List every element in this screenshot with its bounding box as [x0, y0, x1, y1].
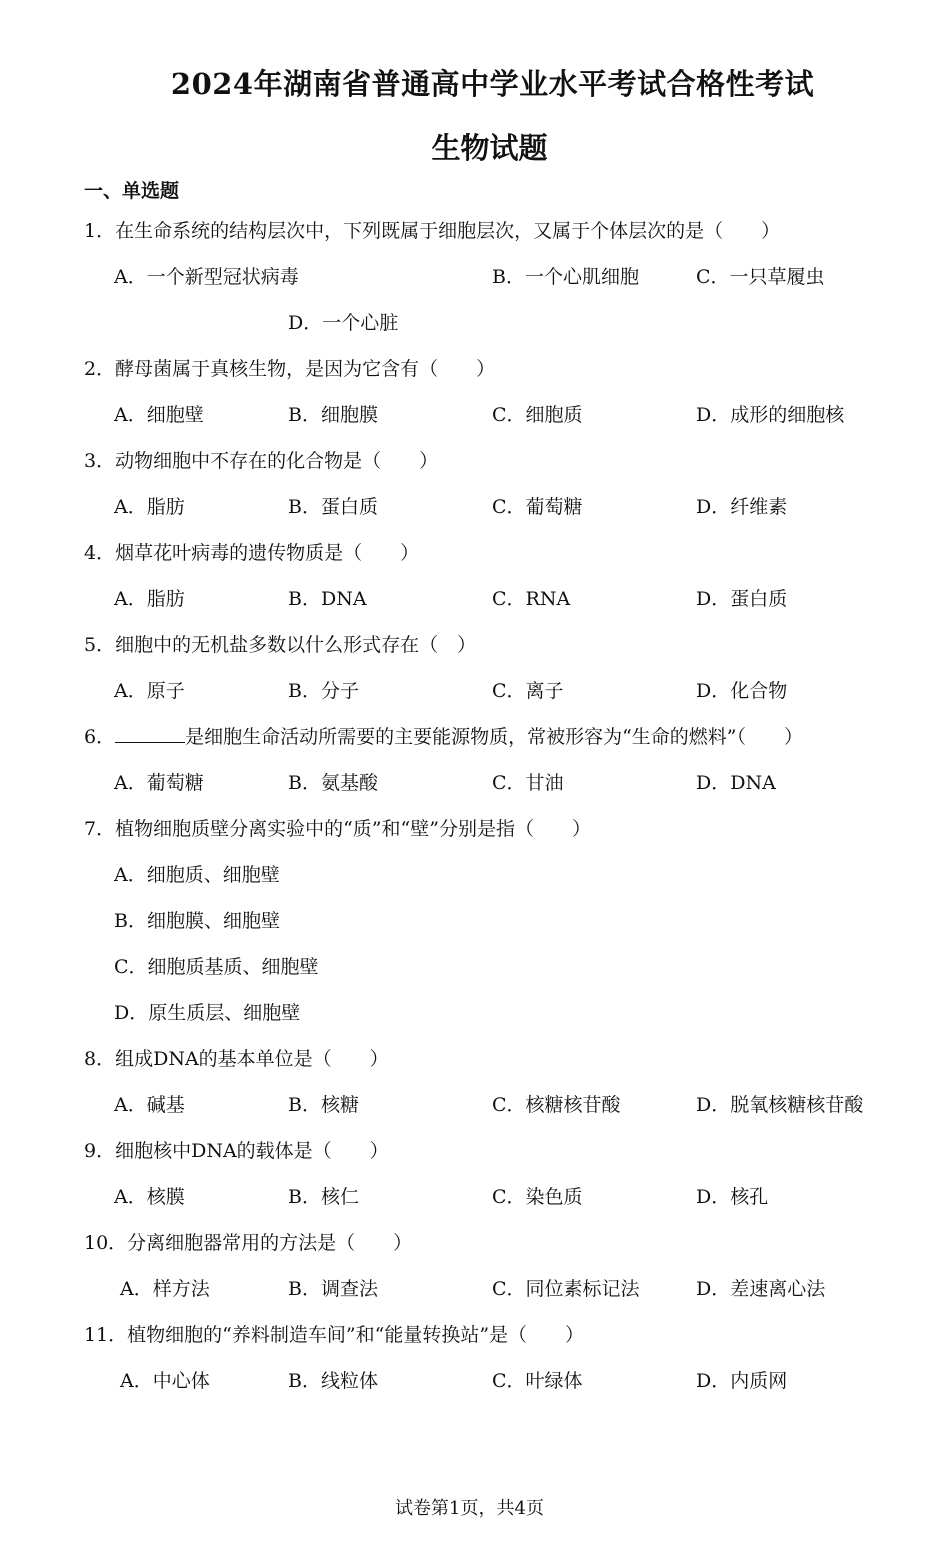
question-1-option-d[interactable]: D．一个心脏 [288, 312, 399, 334]
question-8-option-a[interactable]: A．碱基 [114, 1094, 185, 1116]
question-8-option-b[interactable]: B．核糖 [288, 1094, 359, 1116]
question-6-option-c[interactable]: C．甘油 [492, 772, 564, 794]
question-10-option-b[interactable]: B．调查法 [288, 1278, 378, 1300]
question-9-option-a[interactable]: A．核膜 [114, 1186, 185, 1208]
question-5-option-c[interactable]: C．离子 [492, 680, 564, 702]
question-4-stem: 4．烟草花叶病毒的遗传物质是（ ） [84, 542, 420, 564]
question-6-number: 6． [84, 726, 116, 748]
question-2-option-c[interactable]: C．细胞质 [492, 404, 583, 426]
question-4-option-c[interactable]: C．RNA [492, 588, 571, 610]
question-5-stem: 5．细胞中的无机盐多数以什么形式存在（ ） [84, 634, 477, 656]
question-11-option-d[interactable]: D．内质网 [696, 1370, 788, 1392]
question-4-option-b[interactable]: B．DNA [288, 588, 367, 610]
question-4-option-a[interactable]: A．脂肪 [114, 588, 185, 610]
question-7-option-d[interactable]: D．原生质层、细胞壁 [114, 1002, 301, 1024]
question-3-option-a[interactable]: A．脂肪 [114, 496, 185, 518]
question-11-stem: 11．植物细胞的“养料制造车间”和“能量转换站”是（ ） [84, 1324, 585, 1346]
question-5-option-a[interactable]: A．原子 [114, 680, 185, 702]
question-1-option-c[interactable]: C．一只草履虫 [696, 266, 825, 288]
question-10-stem: 10．分离细胞器常用的方法是（ ） [84, 1232, 413, 1254]
question-6-option-a[interactable]: A．葡萄糖 [114, 772, 204, 794]
question-3-option-b[interactable]: B．蛋白质 [288, 496, 378, 518]
question-2-option-a[interactable]: A．细胞壁 [114, 404, 204, 426]
exam-subtitle: 生物试题 [431, 131, 548, 165]
question-8-option-c[interactable]: C．核糖核苷酸 [492, 1094, 621, 1116]
question-1-stem: 1．在生命系统的结构层次中，下列既属于细胞层次，又属于个体层次的是（ ） [84, 220, 781, 242]
question-7-stem: 7．植物细胞质壁分离实验中的“质”和“壁”分别是指（ ） [84, 818, 591, 840]
question-8-stem: 8．组成DNA的基本单位是（ ） [84, 1048, 389, 1070]
question-6-option-d[interactable]: D．DNA [696, 772, 776, 794]
section-heading: 一、单选题 [84, 180, 180, 202]
question-9-option-b[interactable]: B．核仁 [288, 1186, 359, 1208]
question-10-option-a[interactable]: A．样方法 [120, 1278, 210, 1300]
question-1-option-a[interactable]: A．一个新型冠状病毒 [114, 266, 299, 288]
question-8-option-d[interactable]: D．脱氧核糖核苷酸 [696, 1094, 864, 1116]
exam-title: 2024年湖南省普通高中学业水平考试合格性考试 [170, 67, 815, 101]
question-9-stem: 9．细胞核中DNA的载体是（ ） [84, 1140, 389, 1162]
question-3-option-d[interactable]: D．纤维素 [696, 496, 788, 518]
question-11-option-c[interactable]: C．叶绿体 [492, 1370, 583, 1392]
question-2-option-b[interactable]: B．细胞膜 [288, 404, 378, 426]
page-footer: 试卷第1页，共4页 [395, 1498, 544, 1519]
question-3-stem: 3．动物细胞中不存在的化合物是（ ） [84, 450, 439, 472]
question-7-option-a[interactable]: A．细胞质、细胞壁 [114, 864, 280, 886]
question-11-option-b[interactable]: B．线粒体 [288, 1370, 378, 1392]
question-1-option-b[interactable]: B．一个心肌细胞 [492, 266, 639, 288]
question-4-option-d[interactable]: D．蛋白质 [696, 588, 788, 610]
question-3-option-c[interactable]: C．葡萄糖 [492, 496, 583, 518]
question-6 [84, 722, 803, 749]
question-9-option-d[interactable]: D．核孔 [696, 1186, 769, 1208]
question-2-stem: 2．酵母菌属于真核生物，是因为它含有（ ） [84, 358, 496, 380]
question-7-option-c[interactable]: C．细胞质基质、细胞壁 [114, 956, 319, 978]
question-6-option-b[interactable]: B．氨基酸 [288, 772, 378, 794]
question-9-option-c[interactable]: C．染色质 [492, 1186, 583, 1208]
question-2-option-d[interactable]: D．成形的细胞核 [696, 404, 845, 426]
answer-blank[interactable] [115, 728, 185, 743]
question-11-option-a[interactable]: A．中心体 [120, 1370, 210, 1392]
question-10-option-d[interactable]: D．差速离心法 [696, 1278, 826, 1300]
question-5-option-b[interactable]: B．分子 [288, 680, 359, 702]
question-5-option-d[interactable]: D．化合物 [696, 680, 788, 702]
question-7-option-b[interactable]: B．细胞膜、细胞壁 [114, 910, 280, 932]
question-10-option-c[interactable]: C．同位素标记法 [492, 1278, 640, 1300]
question-6-stem: 是细胞生命活动所需要的主要能源物质，常被形容为“生命的燃料”（ ） [185, 726, 804, 748]
